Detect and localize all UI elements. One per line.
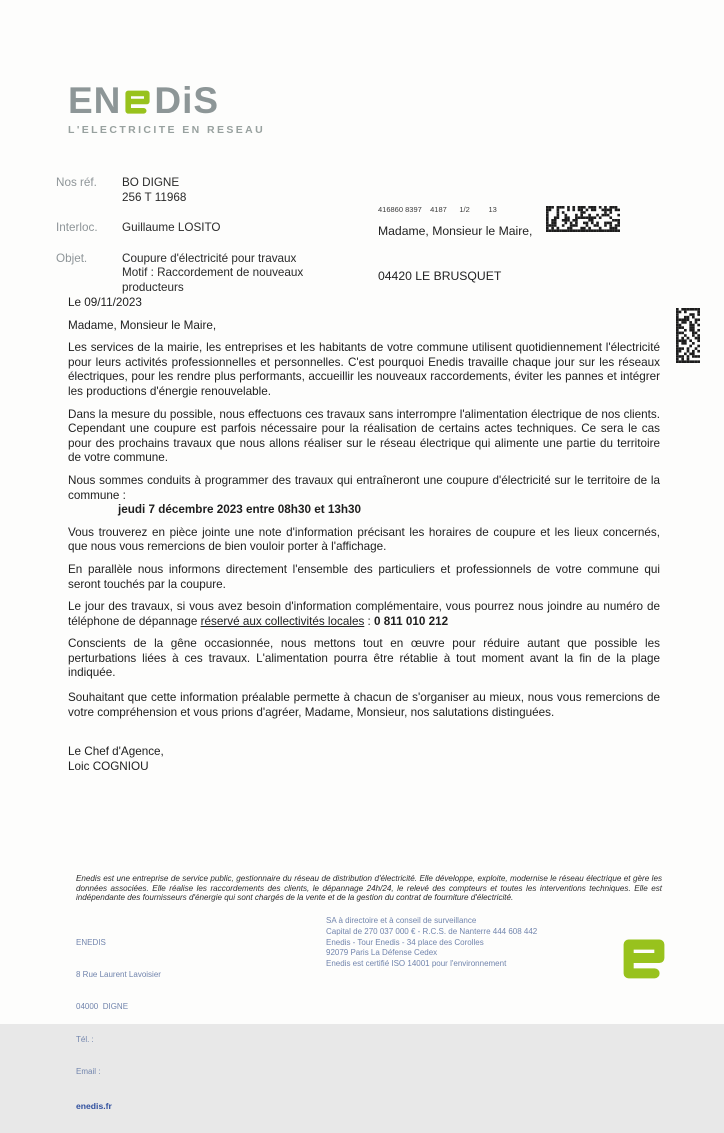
footer-legal-line: 92079 Paris La Défense Cedex — [326, 948, 438, 958]
ref-line: Guillaume LOSITO — [122, 221, 221, 234]
wordmark-post: DiS — [154, 80, 220, 121]
ref-label: Objet. — [56, 251, 88, 265]
ref-values — [122, 176, 186, 205]
footer-legal-line: Capital de 270 037 000 € - R.C.S. de Nanterre 444 608 442 — [326, 926, 538, 936]
ref-line: BO DIGNE — [122, 176, 180, 189]
footer-email-label: Email : — [76, 1067, 101, 1077]
phone-intro: Le jour des travaux, si vous avez besoin d'information complémentaire, vous pourrez nous joindre au numéro de téléphone de dépannage — [68, 600, 660, 628]
recipient-block — [378, 205, 532, 283]
ref-values — [122, 252, 303, 296]
enedis-e-mark-icon — [620, 934, 668, 982]
footer-about-text: Enedis est une entreprise de service public, gestionnaire du réseau de distribution d'électricité. Elle développe, exploite, modernise le réseau électrique et gère les données associées. Elle réalise les raccordements des clients, le dépannage 24h/24, le relevé des compteurs et toutes les interventions techniques. Elle est indépendante des fournisseurs d'énergie qui sont chargés de la vente et de la gestion du contrat de fourniture d'électricité. — [76, 874, 662, 903]
footer-company: ENEDIS — [76, 937, 106, 947]
paragraph-works-context: Dans la mesure du possible, nous effectuons ces travaux sans interrompre l'alimentation électrique de nos clients. Cependant une coupure est parfois nécessaire pour la réalisation de certains actes techniques. Ce sera le cas pour des prochains travaux que nous allons réaliser sur le réseau électrique qui alimente une partie du territoire de votre commune. — [68, 407, 660, 465]
paragraph-closing: Souhaitant que cette information préalable permette à chacun de s'organiser au mieux, nous vous remercions de votre compréhension et vous prions d'agréer, Madame, Monsieur, nos salutations distinguées. — [68, 691, 660, 719]
paragraph-intro-enedis: Les services de la mairie, les entreprises et les habitants de votre commune utilisent quotidiennement l'électricité pour leurs activités professionnelles et personnelles. C'est pourquoi Enedis travaille chaque jour sur les réseaux électriques, pour les rendre plus performants, accueillir les nouveaux raccordements, éviter les pannes et intégrer les productions d'énergie renouvelable. — [68, 341, 660, 398]
paragraph-apology: Conscients de la gêne occasionnée, nous mettons tout en œuvre pour réduire autant que possible les perturbations liées à ces travaux. L'alimentation pourra être rétablie à tout moment avant la fin de la plage indiquée. — [68, 637, 660, 680]
footer-legal-line: SA à directoire et à conseil de surveillance — [326, 916, 477, 925]
footer-legal-line: Enedis est certifié ISO 14001 pour l'environnement — [326, 959, 507, 969]
paragraph-direct-info: En parallèle nous informons directement l'ensemble des particuliers et professionnels de votre commune qui seront touchés par la coupure. — [68, 562, 660, 591]
footer-tel-label: Tél. : — [76, 1034, 94, 1044]
signature-block — [68, 744, 660, 774]
ref-row-objet — [56, 252, 303, 296]
ref-row-interloc — [56, 221, 303, 236]
wordmark-pre: EN — [68, 80, 122, 121]
footer-website: enedis.fr — [76, 1100, 112, 1111]
ref-line: Coupure d'électricité pour travaux — [122, 251, 297, 265]
footer-legal-column — [326, 916, 537, 970]
phone-colon: : — [364, 614, 375, 628]
logo-tagline: L'ELECTRICITE EN RESEAU — [68, 124, 266, 136]
footer-legal-line: Enedis - Tour Enedis - 34 place des Corolles — [326, 937, 484, 947]
letter-body — [68, 296, 660, 774]
enedis-e-icon — [122, 86, 153, 117]
ref-values — [122, 221, 221, 236]
paragraph-outage-announce: Nous sommes conduits à programmer des travaux qui entraîneront une coupure d'électricité sur le territoire de la commune : — [68, 473, 660, 502]
recipient-addressee: Madame, Monsieur le Maire, — [378, 224, 533, 238]
ref-label: Nos réf. — [56, 176, 97, 189]
footer-city: 04000 DIGNE — [76, 1002, 129, 1012]
ref-line: 256 T 11968 — [122, 190, 187, 204]
ref-line: Motif : Raccordement de nouveaux — [122, 266, 304, 279]
phone-underlined: réservé aux collectivités locales — [200, 614, 365, 628]
footer-address-column — [76, 916, 161, 1133]
ref-label: Interloc. — [56, 221, 98, 234]
phone-number: 0 811 010 212 — [374, 614, 449, 628]
paragraph-phone — [68, 600, 660, 629]
reference-block — [56, 176, 303, 311]
signature-name: Loic COGNIOU — [68, 760, 149, 774]
datamatrix-barcode-top — [546, 206, 620, 232]
letter-salutation: Madame, Monsieur le Maire, — [68, 318, 217, 332]
tracking-numbers: 416860 8397 4187 1/2 13 — [378, 205, 497, 214]
letter-date: Le 09/11/2023 — [68, 296, 142, 309]
ref-row-nos-ref — [56, 176, 303, 205]
enedis-wordmark — [68, 82, 265, 119]
footer-street: 8 Rue Laurent Lavoisier — [76, 969, 161, 979]
signature-role: Le Chef d'Agence, — [68, 745, 164, 759]
ref-line: producteurs — [122, 280, 184, 294]
enedis-logo — [68, 82, 265, 136]
recipient-city: 04420 LE BRUSQUET — [378, 269, 502, 283]
outage-schedule: jeudi 7 décembre 2023 entre 08h30 et 13h30 — [118, 503, 361, 517]
paragraph-attachment: Vous trouverez en pièce jointe une note d'information précisant les horaires de coupure et les lieux concernés, que nous vous remercions de bien vouloir porter à l'affichage. — [68, 525, 660, 554]
datamatrix-barcode-side — [676, 308, 700, 363]
